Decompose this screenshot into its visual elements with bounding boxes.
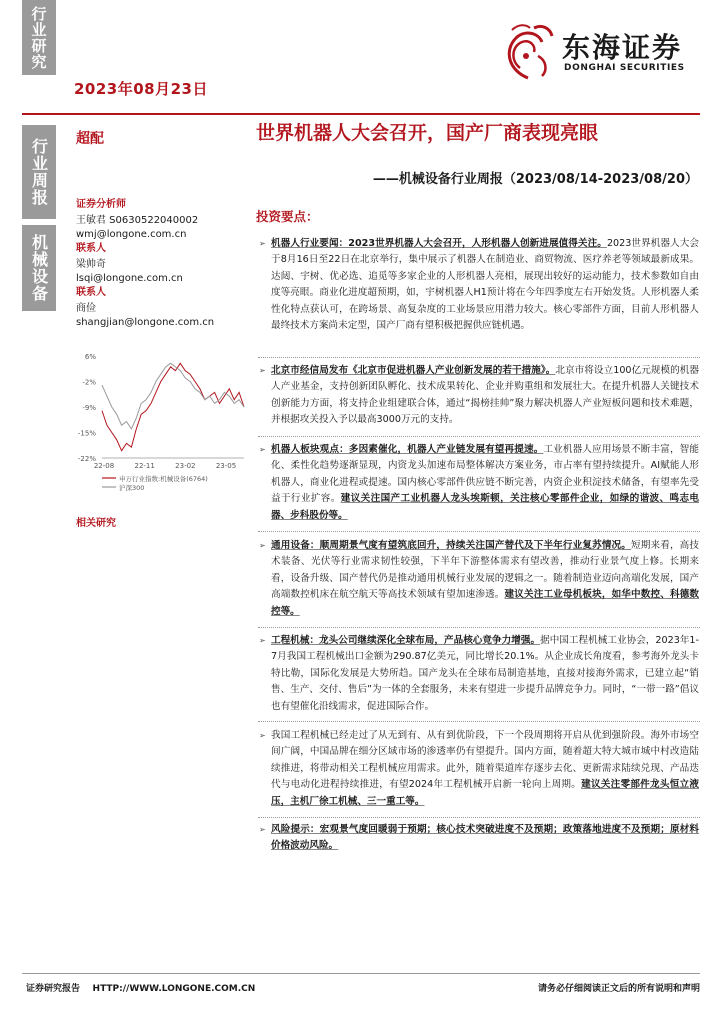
analyst-block bbox=[76, 198, 246, 330]
report-subtitle: ——机械设备行业周报（2023/08/14-2023/08/20） bbox=[372, 172, 698, 187]
x-tick-label: 22-08 bbox=[93, 462, 115, 470]
analyst-name: 王敏君 S0630522040002 bbox=[76, 215, 199, 226]
bullet-lead: 北京市经信局发布《北京市促进机器人产业创新发展的若干措施》。 bbox=[271, 365, 556, 376]
bullet-tail: 建议关注零部件龙头恒立液压，主机厂徐工机械、三一重工等。 bbox=[271, 779, 699, 807]
series-line bbox=[102, 363, 244, 450]
bullet-lead: 机器人行业要闻：2023世界机器人大会召开，人形机器人创新进展值得关注。 bbox=[271, 238, 607, 249]
bullet-body: 我国工程机械已经走过了从无到有、从有到优阶段，下一个段周期将开启从优到强阶段。海外市场空间广阔，中国品牌在细分区域市场的渗透率仍有望提升。国内方面，随着超大特大城市城中村改造陆续推进，将带动相关工程机械应用需求。此外，随着渠道库存逐步去化、更新需求陆续兑现、产品迭代与电动化进程持续推进，有望2024年工程机械开启新一轮向上周期。 bbox=[271, 730, 699, 791]
bullet-body: 短期来看，高技术装备、光伏等行业需求韧性较强，下半年下游整体需求有望改善，推动行业景气度上修。长期来看，设备升级、国产替代仍是推动通用机械行业发展的逻辑之一。随着制造业迈向高端化发展，国产高端数控机床在航空航天等高技术领域有望加速渗透。 bbox=[271, 540, 700, 601]
bullet-tail: 建议关注国产工业机器人龙头埃斯顿，关注核心零部件企业，如绿的谐波、鸣志电器、步科股份等。 bbox=[271, 493, 699, 521]
separator bbox=[258, 817, 700, 818]
bullet-lead: 工程机械：龙头公司继续深化全球布局，产品核心竞争力增强。 bbox=[271, 635, 541, 646]
arrow-bullet-icon: ➢ bbox=[259, 731, 266, 740]
arrow-bullet-icon: ➢ bbox=[259, 825, 266, 834]
sidebar-tab-machinery bbox=[22, 225, 56, 311]
y-tick-label: -2% bbox=[82, 378, 96, 387]
tab-label: 行业周报 bbox=[29, 138, 49, 206]
bullet-lead: 机器人板块观点：多因素催化，机器人产业链发展有望再提速。 bbox=[271, 444, 544, 455]
y-tick-label: -9% bbox=[82, 404, 96, 412]
footer-right: 请务必仔细阅读正文后的所有说明和声明 bbox=[537, 984, 700, 994]
company-logo bbox=[498, 18, 698, 88]
bullet-body: 工业机器人应用场景不断丰富，智能化、柔性化趋势逐渐显现，内资龙头加速布局整体解决方案业务，市占率有望持续提升。AI赋能人形机器人，商业化进程或提速。国内核心零部件供应链不断完善，内资企业积淀技术储备，有望率先受益于行业扩容。 bbox=[271, 444, 700, 505]
bullet-lead: 通用设备：顺周期景气度有望筑底回升，持续关注国产替代及下半年行业复苏情况。 bbox=[271, 540, 632, 551]
arrow-bullet-icon: ➢ bbox=[259, 636, 266, 645]
analyst-label: 证券分析师 bbox=[76, 199, 126, 210]
separator bbox=[258, 357, 700, 358]
footer-divider bbox=[22, 973, 700, 974]
arrow-bullet-icon: ➢ bbox=[259, 541, 266, 550]
tab-label: 机械设备 bbox=[29, 234, 49, 302]
bullet-tail: 建议关注工业母机板块，如华中数控、科德数控等。 bbox=[271, 589, 700, 617]
analyst-email: wmj@longone.com.cn bbox=[76, 229, 187, 240]
arrow-bullet-icon: ➢ bbox=[259, 366, 266, 375]
tab-label: 行业研究 bbox=[29, 5, 48, 70]
arrow-bullet-icon: ➢ bbox=[259, 445, 266, 454]
legend-label: 沪深300 bbox=[119, 484, 145, 492]
bullet-lead: 风险提示：宏观景气度回暖弱于预期；核心技术突破进度不及预期；政策落地进度不及预期；原材料价格波动风险。 bbox=[271, 824, 699, 852]
arrow-bullet-icon: ➢ bbox=[259, 239, 266, 248]
bullet-construction-cycle bbox=[259, 728, 699, 810]
bullet-body: 2023世界机器人大会于8月16日至22日在北京举行，集中展示了机器人在制造业、商贸物流、医疗养老等领域最新成果。达闼、宇树、优必选、追觅等多家企业的人形机器人亮相，展现出较好的运动能力，技术参数如自由度等亮眼。商业化进度超预期，如，宇树机器人H1预计将在今年四季度左右开始发货。人形机器人柔性化特点获认可，在跨场景、高复杂度的工业场景应用潜力较大。核心零部件方面，目前人形机器人最终技术方案尚未定型，国产厂商有望积极把握供应链机遇。 bbox=[271, 238, 700, 332]
bullet-general-equipment bbox=[259, 538, 699, 620]
bullet-risk-warning bbox=[259, 822, 699, 855]
contact1-email: lsqi@longone.com.cn bbox=[76, 273, 183, 284]
report-title: 世界机器人大会召开，国产厂商表现亮眼 bbox=[256, 122, 599, 144]
report-date: 2023年08月23日 bbox=[74, 80, 208, 98]
x-tick-label: 23-05 bbox=[215, 462, 237, 470]
bullet-beijing-policy bbox=[259, 363, 699, 429]
contact2-email: shangjian@longone.com.cn bbox=[76, 317, 215, 328]
series-line bbox=[102, 363, 244, 429]
investment-highlights-heading: 投资要点： bbox=[256, 209, 319, 224]
bullet-construction-machinery bbox=[259, 633, 699, 715]
legend-label: 申万行业指数:机械设备(6764) bbox=[119, 475, 208, 483]
logo-text-cn: 东海证券 bbox=[562, 31, 683, 64]
performance-chart bbox=[76, 352, 251, 502]
separator bbox=[258, 721, 700, 722]
logo-mark-icon bbox=[498, 20, 558, 82]
contact2-label: 联系人 bbox=[76, 287, 106, 298]
y-tick-label: -22% bbox=[77, 455, 96, 463]
related-research-label: 相关研究 bbox=[76, 518, 116, 529]
sidebar-tab-industry-research bbox=[22, 0, 56, 75]
x-tick-label: 23-02 bbox=[175, 462, 196, 470]
separator bbox=[258, 531, 700, 532]
contact2-name: 商俭 bbox=[76, 303, 96, 314]
bullet-body: 据中国工程机械工业协会，2023年1-7月我国工程机械出口金额为290.87亿美元，同比增长20.1%。从企业成长角度看，参考海外龙头卡特比勒，国际化发展是大势所趋。国产龙头在全球布局制造基地，直接对接海外需求，已建立起“销售、生产、交付、售后”为一体的全套服务，未来有望进一步提升品牌竞争力。同时，“一带一路”倡议也有望催化沿线需求，促进国际合作。 bbox=[271, 635, 700, 712]
footer-left: 证券研究报告 HTTP://WWW.LONGONE.COM.CN bbox=[26, 984, 256, 994]
bullet-robot-news bbox=[259, 236, 699, 334]
separator bbox=[258, 436, 700, 437]
logo-text-en: DONGHAI SECURITIES bbox=[564, 63, 685, 73]
y-tick-label: -15% bbox=[77, 429, 96, 438]
x-tick-label: 22-11 bbox=[134, 462, 155, 470]
bullet-robot-view bbox=[259, 442, 699, 524]
rating-label: 超配 bbox=[76, 131, 104, 147]
contact1-name: 梁帅奇 bbox=[76, 259, 106, 270]
bullet-body: 北京市将设立100亿元规模的机器人产业基金，支持创新团队孵化、技术成果转化、企业并购重组和发展壮大。在提升机器人关键技术创新能力方面，将支持企业组建联合体，通过“揭榜挂帅”聚力解决机器人产业短板问题和技术难题，并根据攻关投入予以最高3000万元的支持。 bbox=[271, 365, 699, 426]
sidebar-tab-weekly bbox=[22, 125, 56, 219]
contact1-label: 联系人 bbox=[76, 243, 106, 254]
header-divider bbox=[22, 113, 700, 115]
separator bbox=[258, 627, 700, 628]
y-tick-label: 6% bbox=[84, 353, 96, 361]
